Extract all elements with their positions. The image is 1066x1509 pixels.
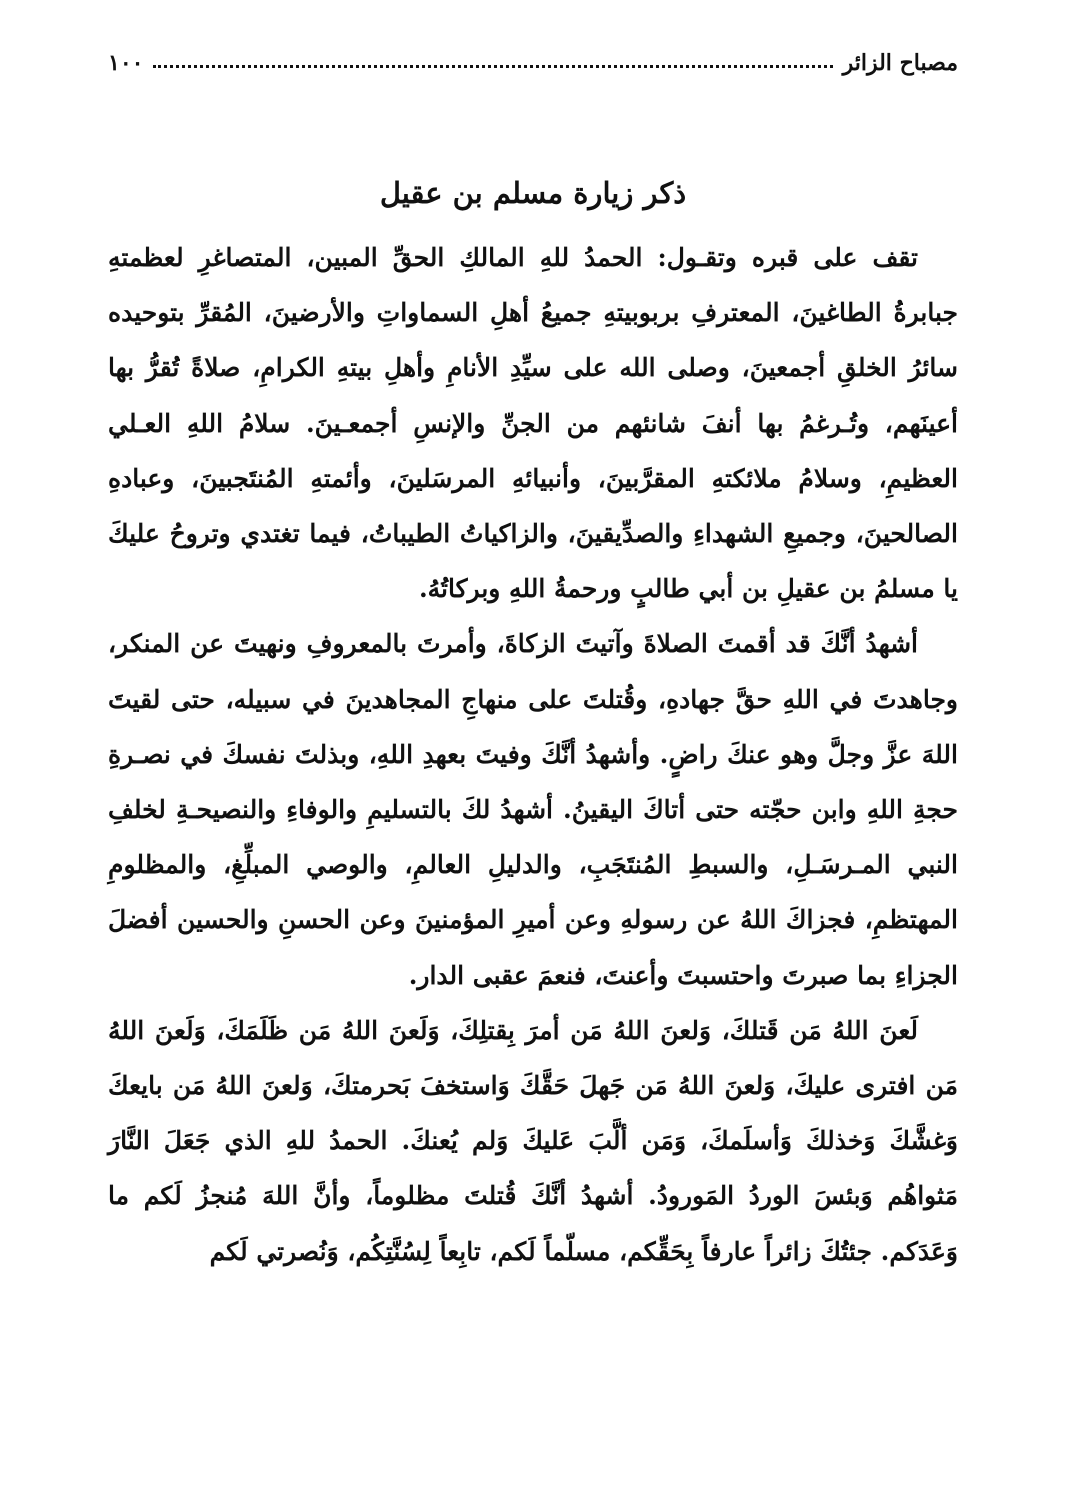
section-title: ذكر زيارة مسلم بن عقيل <box>379 176 687 210</box>
header-leader-dots <box>153 64 832 68</box>
body-text <box>108 230 958 1279</box>
page-number: ١٠٠ <box>108 50 144 76</box>
running-header <box>108 36 958 76</box>
paragraph-testimony: أشهدُ أنَّكَ قد أقمتَ الصلاةَ وآتيتَ الزكاةَ، وأمرتَ بالمعروفِ ونهيتَ عن المنكر، وجاهدتَ في اللهِ حقَّ جهادهِ، وقُتلتَ على منهاجِ المجاهدينَ في سبيله، حتى لقيتَ اللهَ عزَّ وجلَّ وهو عنكَ راضٍ. وأشهدُ أنَّكَ وفيتَ بعهدِ اللهِ، وبذلتَ نفسكَ في نصـرةِ حجةِ اللهِ وابن حجّته حتى أتاكَ اليقينُ. أشهدُ لكَ بالتسليمِ والوفاءِ والنصيحـةِ لخلفِ النبي المـرسَـلِ، والسبطِ المُنتَجَبِ، والدليلِ العالمِ، والوصي المبلِّغِ، والمظلومِ المهتظمِ، فجزاكَ اللهُ عن رسولهِ وعن أميرِ المؤمنينَ وعن الحسنِ والحسين أفضلَ الجزاءِ بما صبرتَ واحتسبتَ وأعنتَ، فنعمَ عقبى الدار. <box>108 629 958 990</box>
running-header-book-title: مصباح الزائر <box>842 50 958 76</box>
paragraph-curse: لَعنَ اللهُ مَن قَتلكَ، وَلعنَ اللهُ مَن أمرَ بِقتلِكَ، وَلَعنَ اللهُ مَن ظَلَمَكَ، وَلَعنَ اللهُ مَن افترى عليكَ، وَلعنَ اللهُ مَن جَهلَ حَقَّكَ وَاستخفَ بَحرمتكَ، وَلعنَ اللهُ مَن بايعكَ وَغشَّكَ وَخذلكَ وَأسلَمكَ، وَمَن ألَّبَ عَليكَ وَلم يُعنكَ. الحمدُ للهِ الذي جَعَلَ النَّارَ مَثواهُم وَبئسَ الوردُ المَورودُ. أشهدُ أنَّكَ قُتلتَ مظلوماً، وأنَّ اللهَ مُنجزُ لَكم ما وَعَدَكم. جئتُكَ زائراً عارفاً بِحَقِّكم، مسلّماً لَكم، تابِعاً لِسُنَّتِكُم، وَنُصرتي لَكم <box>108 1015 958 1266</box>
paragraph-greeting: تقف على قبره وتقـول: الحمدُ للهِ المالكِ الحقِّ المبين، المتصاغرِ لعظمتهِ جبابرةُ الطاغينَ، المعترفِ بربوبيتهِ جميعُ أهلِ السماواتِ والأرضينَ، المُقرِّ بتوحيده سائرُ الخلقِ أجمعينَ، وصلى الله على سيِّدِ الأنامِ وأهلِ بيتهِ الكرامِ، صلاةً تُقرُّ بها أعينَهم، وتُـرغمُ بها أنفَ شانئهم من الجنِّ والإنسِ أجمعـينَ. سلامُ اللهِ العـلي العظيمِ، وسلامُ ملائكتهِ المقرَّبينَ، وأنبيائهِ المرسَلينَ، وأئمتهِ المُنتَجبينَ، وعبادهِ الصالحينَ، وجميعِ الشهداءِ والصدِّيقينَ، والزاكياتُ الطيباتُ، فيما تغتدي وتروحُ عليكَ يا مسلمُ بن عقيلِ بن أبي طالبٍ ورحمةُ اللهِ وبركاتُهُ. <box>108 243 958 604</box>
